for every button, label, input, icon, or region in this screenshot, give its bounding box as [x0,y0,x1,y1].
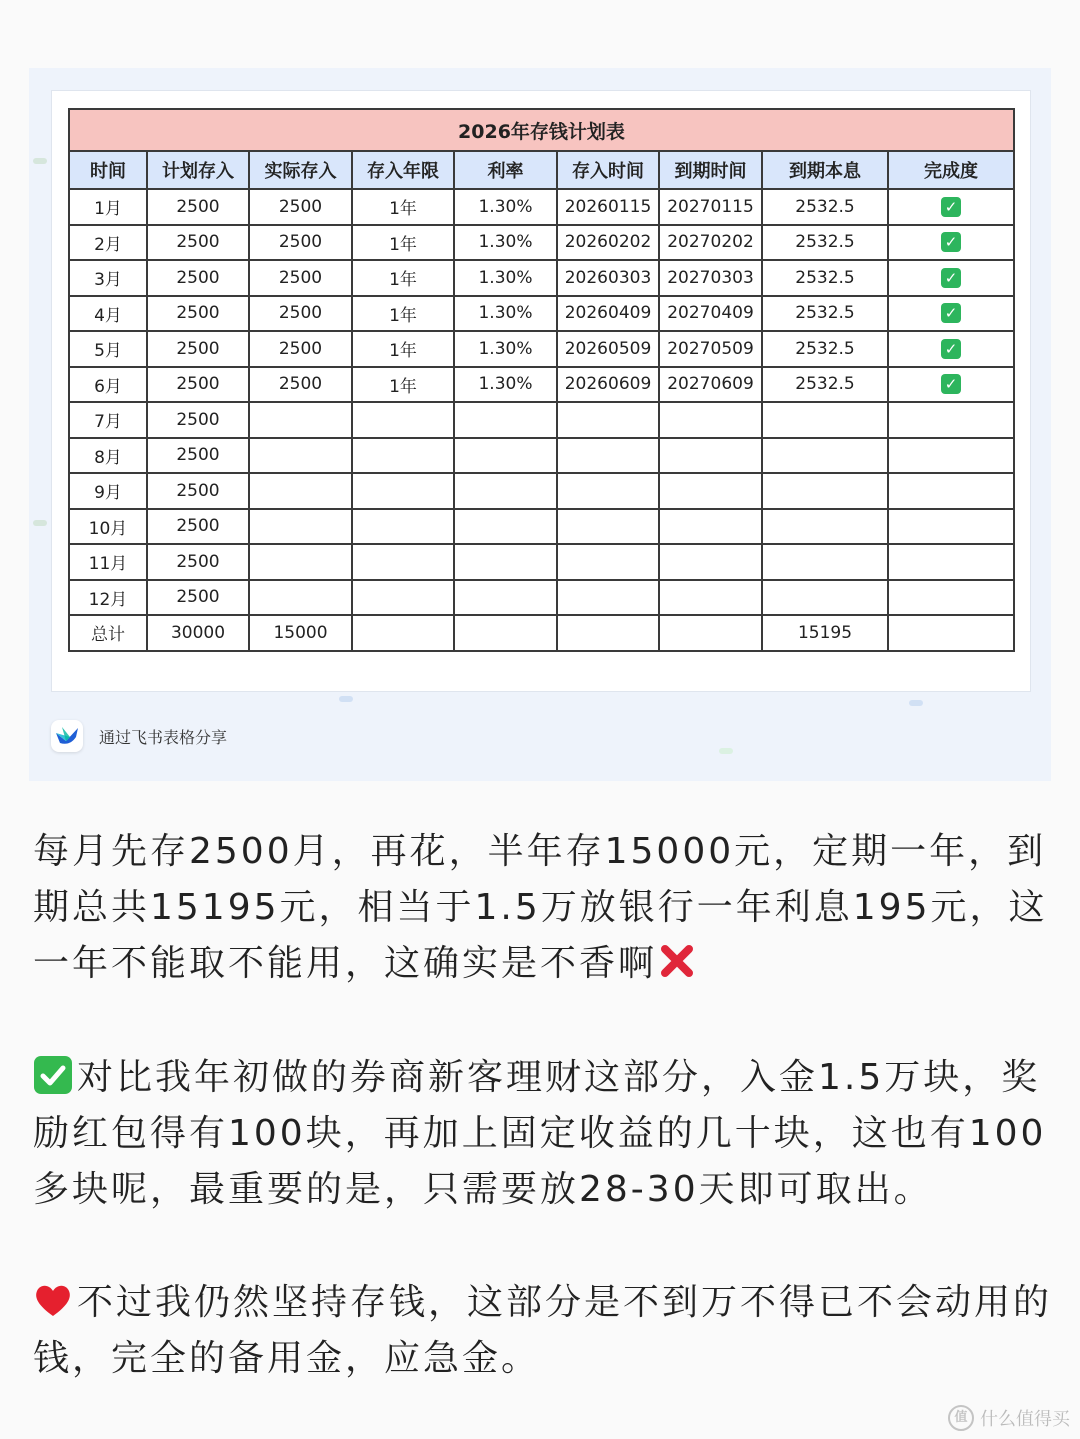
watermark [948,1405,1070,1431]
total-cell [888,615,1014,651]
table-cell: 2532.5 [762,296,888,332]
table-row [69,189,1014,225]
table-cell: 2500 [249,225,352,261]
total-cell [352,615,454,651]
table-row [69,331,1014,367]
table-cell [659,544,762,580]
cross-mark-icon [657,941,697,981]
column-header: 完成度 [888,151,1014,189]
total-cell: 30000 [147,615,249,651]
column-header: 存入年限 [352,151,454,189]
table-cell: 2500 [147,402,249,438]
table-cell: 2500 [147,189,249,225]
table-cell: 1.30% [454,296,557,332]
check-mark-icon: ✓ [941,268,961,288]
paragraph-2 [33,1050,1073,1218]
table-cell: 2500 [147,296,249,332]
table-cell [249,509,352,545]
table-cell: 2532.5 [762,331,888,367]
table-cell: 1.30% [454,331,557,367]
paragraph-1-text: 每月先存2500月，再花，半年存15000元，定期一年，到期总共15195元，相当于1.5万放银行一年利息195元，这一年不能取不能用，这确实是不香啊 [33,831,1048,984]
table-cell [557,402,659,438]
paragraph-3-text: 不过我仍然坚持存钱，这部分是不到万不得已不会动用的钱，完全的备用金，应急金。 [33,1282,1053,1379]
table-cell: 1月 [69,189,147,225]
table-cell [659,580,762,616]
table-cell: 20260409 [557,296,659,332]
table-cell [454,509,557,545]
table-header-row [69,151,1014,189]
column-header: 实际存入 [249,151,352,189]
table-cell [454,438,557,474]
table-cell [762,438,888,474]
table-cell: 20260509 [557,331,659,367]
table-row [69,438,1014,474]
table-cell: 2月 [69,225,147,261]
table-cell [659,509,762,545]
total-cell: 15000 [249,615,352,651]
table-cell: 5月 [69,331,147,367]
table-cell: 1年 [352,296,454,332]
spreadsheet-image [51,90,1031,692]
table-cell [659,402,762,438]
completion-cell [888,189,1014,225]
table-cell [249,402,352,438]
table-cell: 2532.5 [762,225,888,261]
table-cell: 2532.5 [762,260,888,296]
table-row [69,509,1014,545]
table-cell: 2500 [147,331,249,367]
table-cell: 20260115 [557,189,659,225]
table-cell: 4月 [69,296,147,332]
decor-dot [909,700,923,706]
table-cell [762,473,888,509]
table-title: 2026年存钱计划表 [69,109,1014,151]
table-cell: 2500 [249,260,352,296]
table-cell: 2500 [147,260,249,296]
smzdm-logo-icon: 值 [948,1405,974,1431]
table-cell [454,402,557,438]
table-cell: 2500 [147,509,249,545]
table-cell: 20270509 [659,331,762,367]
column-header: 计划存入 [147,151,249,189]
table-cell [762,544,888,580]
total-cell [659,615,762,651]
table-row [69,544,1014,580]
table-cell: 1年 [352,189,454,225]
table-cell: 2500 [147,580,249,616]
table-cell: 2500 [147,225,249,261]
completion-cell [888,473,1014,509]
table-cell [352,438,454,474]
table-cell [762,509,888,545]
table-cell [557,473,659,509]
table-cell [352,580,454,616]
column-header: 存入时间 [557,151,659,189]
table-cell: 10月 [69,509,147,545]
table-cell: 20260202 [557,225,659,261]
table-cell: 6月 [69,367,147,403]
completion-cell [888,260,1014,296]
table-cell [762,580,888,616]
table-row [69,367,1014,403]
table-cell [557,509,659,545]
table-cell: 2532.5 [762,189,888,225]
completion-cell [888,225,1014,261]
check-mark-icon: ✓ [941,374,961,394]
table-cell: 1年 [352,331,454,367]
table-cell: 2500 [147,473,249,509]
table-cell: 20270115 [659,189,762,225]
table-cell: 2500 [147,544,249,580]
table-cell [659,473,762,509]
completion-cell [888,580,1014,616]
table-cell: 20260303 [557,260,659,296]
table-cell: 8月 [69,438,147,474]
table-cell: 20270303 [659,260,762,296]
table-row [69,260,1014,296]
table-cell: 2500 [147,438,249,474]
table-cell: 20270609 [659,367,762,403]
table-cell: 1.30% [454,367,557,403]
decor-dot [33,158,47,164]
table-cell: 2500 [249,189,352,225]
column-header: 时间 [69,151,147,189]
table-cell: 2532.5 [762,367,888,403]
table-row [69,473,1014,509]
table-cell [454,473,557,509]
feishu-share-link[interactable] [51,718,227,754]
table-cell: 2500 [147,367,249,403]
table-cell: 1.30% [454,260,557,296]
check-mark-icon: ✓ [941,232,961,252]
column-header: 利率 [454,151,557,189]
decor-dot [719,748,733,754]
watermark-text: 什么值得买 [980,1409,1070,1430]
total-cell: 总计 [69,615,147,651]
table-cell: 1.30% [454,225,557,261]
completion-cell [888,367,1014,403]
share-text: 通过飞书表格分享 [99,727,228,747]
table-cell [249,473,352,509]
table-cell: 11月 [69,544,147,580]
total-row [69,615,1014,651]
table-cell: 1年 [352,225,454,261]
decor-dot [339,696,353,702]
table-cell [352,402,454,438]
table-cell [557,580,659,616]
table-cell [249,544,352,580]
table-cell [249,438,352,474]
table-row [69,402,1014,438]
table-cell: 1.30% [454,189,557,225]
completion-cell [888,296,1014,332]
paragraph-2-text: 对比我年初做的券商新客理财这部分，入金1.5万块，奖励红包得有100块，再加上固定收益的几十块，这也有100多块呢，最重要的是，只需要放28-30天即可取出。 [33,1057,1047,1210]
table-cell [352,544,454,580]
red-heart-icon [33,1280,73,1320]
table-cell [352,473,454,509]
table-cell [557,438,659,474]
total-cell [557,615,659,651]
table-row [69,225,1014,261]
table-cell [762,402,888,438]
completion-cell [888,509,1014,545]
total-cell [454,615,557,651]
table-row [69,296,1014,332]
savings-plan-table [68,108,1015,652]
paragraph-1 [33,824,1073,992]
paragraph-3 [33,1275,1073,1387]
table-cell: 3月 [69,260,147,296]
table-cell [557,544,659,580]
table-cell: 1年 [352,367,454,403]
column-header: 到期本息 [762,151,888,189]
table-cell: 9月 [69,473,147,509]
table-cell [352,509,454,545]
table-cell [454,544,557,580]
completion-cell [888,402,1014,438]
completion-cell [888,331,1014,367]
check-mark-icon: ✓ [941,339,961,359]
shared-sheet-card [29,68,1051,781]
table-cell [454,580,557,616]
table-cell: 7月 [69,402,147,438]
decor-dot [33,520,47,526]
table-cell: 2500 [249,367,352,403]
completion-cell [888,438,1014,474]
table-cell: 2500 [249,296,352,332]
table-cell: 12月 [69,580,147,616]
table-cell: 20270409 [659,296,762,332]
table-cell: 20260609 [557,367,659,403]
table-row [69,580,1014,616]
check-mark-icon [33,1055,73,1095]
table-cell: 20270202 [659,225,762,261]
check-mark-icon: ✓ [941,303,961,323]
table-cell [659,438,762,474]
column-header: 到期时间 [659,151,762,189]
table-cell: 2500 [249,331,352,367]
table-cell [249,580,352,616]
total-cell: 15195 [762,615,888,651]
table-cell: 1年 [352,260,454,296]
completion-cell [888,544,1014,580]
check-mark-icon: ✓ [941,197,961,217]
feishu-logo-icon [51,720,83,752]
